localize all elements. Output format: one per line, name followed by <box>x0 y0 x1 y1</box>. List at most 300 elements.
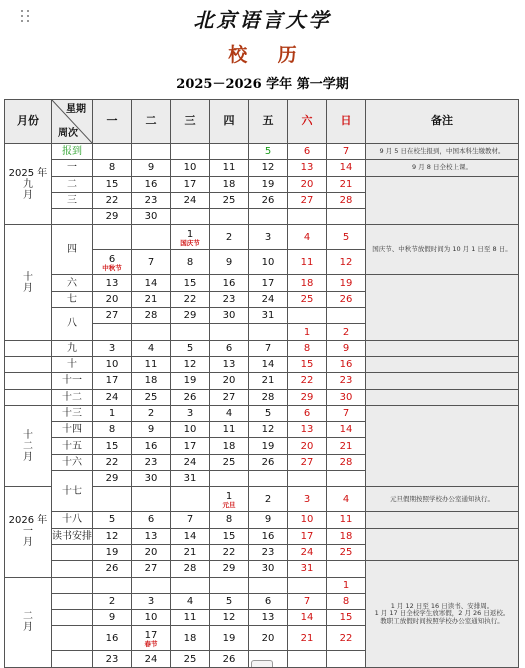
month-cell <box>5 577 52 667</box>
day-number: 1 <box>303 326 311 338</box>
day-number: 14 <box>183 530 197 542</box>
calendar-day-cell <box>93 225 132 250</box>
month-label-line: 九 <box>23 178 33 190</box>
calendar-day-cell <box>327 250 366 275</box>
calendar-day-cell <box>132 405 171 421</box>
day-number: 31 <box>183 473 197 485</box>
calendar-day-cell <box>93 209 132 225</box>
calendar-day-cell <box>210 144 249 160</box>
remark-text: 1 月 12 日至 16 日读书、安排周。 <box>390 602 494 611</box>
calendar-day-cell <box>210 308 249 324</box>
remarks-cell <box>366 389 519 405</box>
month-label-line: 二 <box>23 440 33 452</box>
day-number: 12 <box>261 162 275 174</box>
calendar-day-cell <box>249 528 288 544</box>
calendar-day-cell <box>249 324 288 340</box>
calendar-day-cell <box>327 209 366 225</box>
day-number: 7 <box>147 256 155 268</box>
day-number: 28 <box>339 456 353 468</box>
calendar-day-cell <box>288 340 327 356</box>
calendar-day-cell <box>288 308 327 324</box>
calendar-day-cell <box>171 291 210 307</box>
calendar-day-cell <box>132 250 171 275</box>
day-number: 5 <box>108 514 116 526</box>
day-number: 6 <box>303 408 311 419</box>
day-number: 23 <box>339 375 353 387</box>
remarks-cell <box>366 340 519 356</box>
remark-text: 元旦假期按照学校办公室通知执行。 <box>390 494 494 503</box>
week-number-cell: 十六 <box>52 454 93 470</box>
calendar-day-cell <box>210 389 249 405</box>
remark-text: 教职工放假时间按照学校办公室通知执行。 <box>380 616 504 625</box>
day-number: 15 <box>105 440 119 452</box>
day-number: 5 <box>264 146 272 158</box>
calendar-day-cell <box>93 626 132 651</box>
calendar-day-cell <box>132 577 171 593</box>
calendar-day-cell <box>132 225 171 250</box>
day-number: 19 <box>339 277 353 289</box>
month-cell <box>5 389 52 405</box>
calendar-row <box>5 144 519 160</box>
calendar-day-cell <box>132 651 171 667</box>
remarks-cell <box>366 405 519 486</box>
calendar-day-cell <box>327 593 366 609</box>
calendar-day-cell <box>132 324 171 340</box>
day-number: 20 <box>222 375 236 387</box>
calendar-day-cell <box>249 626 288 651</box>
day-number: 29 <box>183 310 197 322</box>
day-number: 25 <box>183 653 197 665</box>
holiday-label: 中秋节 <box>102 263 122 272</box>
calendar-day-cell <box>171 610 210 626</box>
day-number: 4 <box>225 408 233 419</box>
calendar-day-cell <box>132 422 171 438</box>
calendar-day-cell <box>132 308 171 324</box>
calendar-day-cell <box>132 275 171 291</box>
day-number: 26 <box>261 195 275 207</box>
day-number: 17 <box>105 375 119 387</box>
day-number: 12 <box>261 424 275 436</box>
calendar-day-cell <box>132 454 171 470</box>
calendar-day-cell <box>93 176 132 192</box>
day-number: 6 <box>264 595 272 607</box>
calendar-day-cell <box>249 438 288 454</box>
calendar-day-cell <box>249 275 288 291</box>
remarks-header: 备注 <box>366 100 519 144</box>
calendar-day-cell <box>288 422 327 438</box>
week-number-cell: 八 <box>52 308 93 341</box>
week-number-cell: 十四 <box>52 422 93 438</box>
day-number: 11 <box>222 162 236 174</box>
holiday-label: 国庆节 <box>180 238 200 247</box>
day-number: 16 <box>261 530 275 542</box>
day-number: 18 <box>222 178 236 190</box>
remarks-cell <box>366 144 519 160</box>
day-number: 24 <box>183 456 197 468</box>
day-header-wed: 三 <box>171 100 210 144</box>
calendar-day-cell <box>327 422 366 438</box>
calendar-day-cell <box>327 340 366 356</box>
academic-calendar-table <box>4 99 519 668</box>
day-number: 20 <box>105 293 119 305</box>
calendar-day-cell <box>93 324 132 340</box>
calendar-day-cell <box>93 454 132 470</box>
calendar-day-cell <box>93 405 132 421</box>
day-number: 8 <box>108 162 116 174</box>
calendar-day-cell <box>327 438 366 454</box>
day-number: 10 <box>261 256 275 268</box>
calendar-day-cell <box>93 438 132 454</box>
day-number: 10 <box>144 612 158 624</box>
calendar-day-cell <box>93 528 132 544</box>
calendar-day-cell <box>210 340 249 356</box>
calendar-row <box>5 373 519 389</box>
day-header-tue: 二 <box>132 100 171 144</box>
calendar-day-cell <box>288 651 327 667</box>
day-number: 8 <box>342 595 350 607</box>
day-header-sat: 六 <box>288 100 327 144</box>
day-number: 24 <box>144 653 158 665</box>
day-number: 26 <box>183 391 197 403</box>
calendar-row <box>5 160 519 176</box>
day-number: 13 <box>222 359 236 371</box>
day-number: 20 <box>261 632 275 644</box>
calendar-day-cell <box>327 544 366 560</box>
calendar-day-cell <box>327 275 366 291</box>
week-number-cell: 十 <box>52 356 93 372</box>
calendar-day-cell <box>249 308 288 324</box>
calendar-day-cell <box>249 176 288 192</box>
week-number-cell: 十一 <box>52 373 93 389</box>
day-number: 15 <box>222 530 236 542</box>
day-number: 5 <box>186 342 194 354</box>
day-number: 21 <box>339 440 353 452</box>
calendar-day-cell <box>249 593 288 609</box>
remarks-cell <box>366 512 519 528</box>
day-number: 2 <box>342 326 350 338</box>
day-number: 21 <box>300 632 314 644</box>
day-number: 3 <box>186 408 194 419</box>
day-number: 14 <box>300 612 314 624</box>
calendar-day-cell <box>249 610 288 626</box>
week-number-cell: 一 <box>52 160 93 176</box>
day-number: 20 <box>300 440 314 452</box>
day-number: 8 <box>225 514 233 526</box>
day-number: 8 <box>186 256 194 268</box>
day-number: 25 <box>222 195 236 207</box>
month-label-line: 月 <box>23 537 33 549</box>
calendar-day-cell <box>210 209 249 225</box>
calendar-day-cell <box>132 389 171 405</box>
day-number: 22 <box>222 547 236 559</box>
calendar-day-cell <box>288 324 327 340</box>
remarks-cell <box>366 225 519 275</box>
day-number: 13 <box>105 277 119 289</box>
day-number: 2 <box>108 595 116 607</box>
day-number: 15 <box>105 178 119 190</box>
calendar-day-cell <box>327 373 366 389</box>
day-number: 27 <box>300 456 314 468</box>
day-number: 17 <box>183 440 197 452</box>
calendar-day-cell <box>327 561 366 577</box>
calendar-row <box>5 512 519 528</box>
day-number: 11 <box>144 359 158 371</box>
calendar-day-cell <box>327 471 366 487</box>
calendar-day-cell <box>132 626 171 651</box>
calendar-day-cell <box>288 291 327 307</box>
calendar-day-cell <box>288 454 327 470</box>
calendar-day-cell <box>171 528 210 544</box>
calendar-day-cell <box>171 340 210 356</box>
day-number: 25 <box>339 547 353 559</box>
day-number: 11 <box>222 424 236 436</box>
calendar-day-cell <box>210 487 249 512</box>
remark-text: 9 月 8 日全校上课。 <box>412 163 472 172</box>
calendar-day-cell <box>132 438 171 454</box>
calendar-day-cell <box>327 192 366 208</box>
calendar-day-cell <box>93 192 132 208</box>
day-number: 3 <box>147 595 155 607</box>
day-number: 16 <box>339 359 353 371</box>
day-number: 9 <box>342 342 350 354</box>
day-number: 19 <box>105 547 119 559</box>
day-number: 16 <box>105 632 119 644</box>
week-number-cell <box>52 626 93 651</box>
day-number: 13 <box>300 424 314 436</box>
day-number: 14 <box>261 359 275 371</box>
day-number: 17 <box>261 277 275 289</box>
calendar-day-cell <box>210 561 249 577</box>
day-number: 7 <box>342 146 350 158</box>
calendar-day-cell <box>171 512 210 528</box>
calendar-day-cell <box>171 160 210 176</box>
remarks-cell <box>366 528 519 561</box>
calendar-day-cell <box>327 528 366 544</box>
calendar-day-cell <box>210 577 249 593</box>
calendar-day-cell <box>171 209 210 225</box>
calendar-day-cell <box>210 373 249 389</box>
calendar-day-cell <box>93 356 132 372</box>
calendar-day-cell <box>327 356 366 372</box>
month-label-line: 2025 年 <box>8 167 48 179</box>
university-logo: 北京语言大学 <box>193 8 332 32</box>
day-number: 28 <box>261 391 275 403</box>
day-number: 10 <box>183 424 197 436</box>
calendar-day-cell <box>288 192 327 208</box>
calendar-day-cell <box>210 422 249 438</box>
calendar-day-cell <box>171 308 210 324</box>
day-number: 16 <box>144 440 158 452</box>
calendar-day-cell <box>171 405 210 421</box>
calendar-day-cell <box>171 324 210 340</box>
day-number: 23 <box>144 456 158 468</box>
month-label-line: 月 <box>23 189 33 201</box>
calendar-day-cell <box>171 225 210 250</box>
day-number: 24 <box>105 391 119 403</box>
remarks-cell <box>366 487 519 512</box>
day-number: 29 <box>105 211 119 223</box>
day-number: 18 <box>339 530 353 542</box>
calendar-day-cell <box>210 324 249 340</box>
calendar-day-cell <box>210 291 249 307</box>
day-number: 14 <box>339 424 353 436</box>
calendar-day-cell <box>249 356 288 372</box>
calendar-day-cell <box>327 308 366 324</box>
week-number-cell <box>52 561 93 577</box>
day-header-fri: 五 <box>249 100 288 144</box>
calendar-day-cell <box>288 438 327 454</box>
calendar-day-cell <box>93 512 132 528</box>
calendar-day-cell <box>171 176 210 192</box>
week-number-cell: 十三 <box>52 405 93 421</box>
week-number-cell: 十七 <box>52 471 93 512</box>
calendar-day-cell <box>249 389 288 405</box>
week-number-cell <box>52 577 93 593</box>
day-number: 4 <box>186 595 194 607</box>
month-cell <box>5 144 52 225</box>
calendar-day-cell <box>132 561 171 577</box>
week-number-cell: 二 <box>52 176 93 192</box>
day-number: 29 <box>222 563 236 575</box>
calendar-day-cell <box>327 512 366 528</box>
day-number: 19 <box>261 178 275 190</box>
calendar-day-cell <box>249 561 288 577</box>
remark-text: 1 月 17 日全校学生放寒假，2 月 26 日返校。 <box>374 609 510 618</box>
calendar-day-cell <box>288 544 327 560</box>
calendar-day-cell <box>132 192 171 208</box>
calendar-day-cell <box>171 438 210 454</box>
day-number: 25 <box>300 293 314 305</box>
day-number: 10 <box>300 514 314 526</box>
calendar-day-cell <box>132 610 171 626</box>
calendar-day-cell <box>171 651 210 667</box>
calendar-row <box>5 340 519 356</box>
day-number: 27 <box>105 310 119 322</box>
day-number: 31 <box>300 563 314 575</box>
day-number: 17 <box>144 629 158 641</box>
day-number: 2 <box>147 408 155 419</box>
day-number: 1 <box>108 408 116 419</box>
remarks-cell <box>366 356 519 372</box>
week-number-cell: 十二 <box>52 389 93 405</box>
calendar-day-cell <box>171 192 210 208</box>
week-number-cell <box>52 593 93 609</box>
day-number: 21 <box>183 547 197 559</box>
calendar-day-cell <box>171 487 210 512</box>
calendar-day-cell <box>93 373 132 389</box>
day-number: 12 <box>105 530 119 542</box>
day-number: 2 <box>225 231 233 243</box>
calendar-day-cell <box>249 144 288 160</box>
calendar-day-cell <box>288 593 327 609</box>
day-number: 22 <box>300 375 314 387</box>
day-number: 30 <box>261 563 275 575</box>
day-header-sun: 日 <box>327 100 366 144</box>
day-number: 4 <box>147 342 155 354</box>
day-number: 22 <box>339 632 353 644</box>
day-number: 26 <box>105 563 119 575</box>
day-number: 5 <box>264 408 272 419</box>
day-number: 14 <box>144 277 158 289</box>
remarks-cell <box>366 176 519 225</box>
day-number: 9 <box>225 256 233 268</box>
month-label-line: 月 <box>23 282 33 294</box>
calendar-day-cell <box>327 487 366 512</box>
calendar-day-cell <box>93 160 132 176</box>
calendar-day-cell <box>327 651 366 667</box>
day-number: 13 <box>300 162 314 174</box>
month-cell <box>5 340 52 356</box>
calendar-day-cell <box>132 471 171 487</box>
calendar-day-cell <box>288 373 327 389</box>
day-number: 11 <box>339 514 353 526</box>
day-number: 1 <box>186 228 194 240</box>
calendar-day-cell <box>132 512 171 528</box>
calendar-day-cell <box>288 471 327 487</box>
calendar-day-cell <box>93 250 132 275</box>
holiday-label: 春节 <box>144 639 158 648</box>
calendar-row <box>5 405 519 421</box>
calendar-day-cell <box>171 422 210 438</box>
calendar-day-cell <box>93 593 132 609</box>
month-label-line: 2026 年 <box>8 515 48 527</box>
calendar-day-cell <box>288 626 327 651</box>
month-cell <box>5 487 52 577</box>
day-number: 10 <box>183 162 197 174</box>
calendar-day-cell <box>210 528 249 544</box>
calendar-day-cell <box>288 405 327 421</box>
calendar-day-cell <box>171 593 210 609</box>
calendar-day-cell <box>210 610 249 626</box>
page-title: 校 历 <box>228 44 309 66</box>
day-number: 19 <box>183 375 197 387</box>
calendar-day-cell <box>327 324 366 340</box>
calendar-day-cell <box>171 544 210 560</box>
day-number: 31 <box>261 310 275 322</box>
day-number: 26 <box>222 653 236 665</box>
day-number: 24 <box>183 195 197 207</box>
day-number: 8 <box>303 342 311 354</box>
calendar-day-cell <box>288 209 327 225</box>
calendar-day-cell <box>327 626 366 651</box>
calendar-day-cell <box>132 209 171 225</box>
day-number: 7 <box>264 342 272 354</box>
day-number: 17 <box>183 178 197 190</box>
day-number: 16 <box>144 178 158 190</box>
calendar-day-cell <box>249 160 288 176</box>
weekday-label: 星期 <box>66 104 86 115</box>
calendar-day-cell <box>171 250 210 275</box>
calendar-day-cell <box>288 275 327 291</box>
calendar-day-cell <box>210 192 249 208</box>
month-cell <box>5 373 52 389</box>
remark-text: 国庆节、中秋节放假时间为 10 月 1 日至 8 日。 <box>372 245 512 254</box>
calendar-day-cell <box>93 291 132 307</box>
day-number: 27 <box>222 391 236 403</box>
calendar-row <box>5 561 519 577</box>
calendar-day-cell <box>249 340 288 356</box>
calendar-day-cell <box>288 225 327 250</box>
day-number: 7 <box>186 514 194 526</box>
day-number: 21 <box>339 178 353 190</box>
day-number: 16 <box>222 277 236 289</box>
day-number: 18 <box>222 440 236 452</box>
day-number: 21 <box>144 293 158 305</box>
calendar-day-cell <box>327 291 366 307</box>
calendar-day-cell <box>210 544 249 560</box>
day-number: 9 <box>108 612 116 624</box>
remarks-cell <box>366 561 519 667</box>
